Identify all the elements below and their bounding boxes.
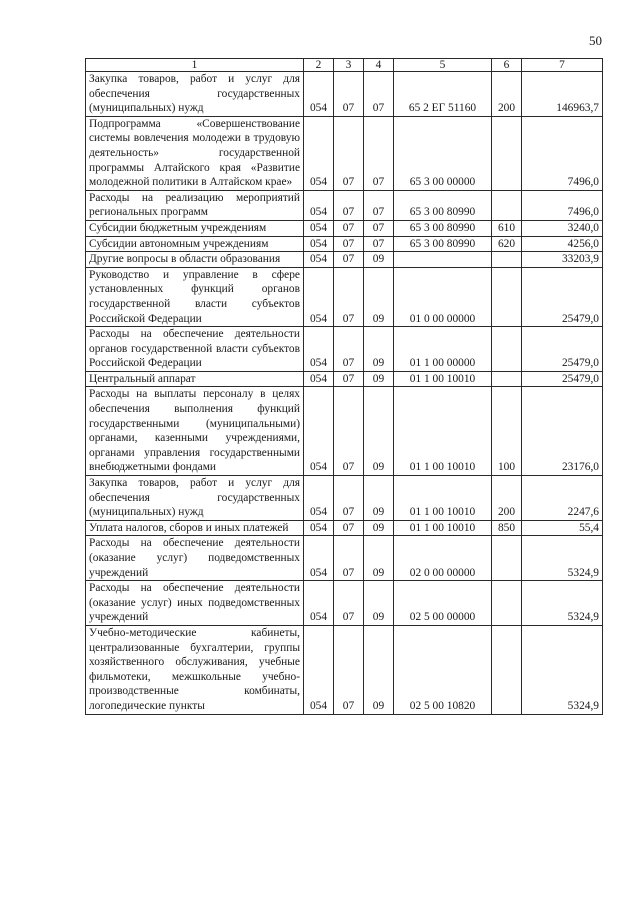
target-article-cell: 65 2 ЕГ 51160 [394,72,492,117]
amount-cell: 23176,0 [522,387,603,476]
table-row [86,252,603,268]
target-article-cell: 01 0 00 00000 [394,267,492,326]
target-article-cell: 65 3 00 80990 [394,220,492,236]
budget-table [85,58,603,715]
expense-type-cell: 610 [492,220,522,236]
row-name-cell: Расходы на обеспечение деятельности (оказание услуг) иных подведомственных учреждений [86,581,304,626]
section-code-cell: 07 [334,387,364,476]
ministry-code-cell: 054 [304,536,334,581]
expense-type-cell [492,267,522,326]
table-row [86,72,603,117]
amount-cell: 146963,7 [522,72,603,117]
ministry-code-cell: 054 [304,220,334,236]
section-code-cell: 07 [334,371,364,387]
target-article-cell: 65 3 00 00000 [394,116,492,190]
target-article-cell [394,252,492,268]
subsection-code-cell: 09 [364,536,394,581]
amount-cell: 55,4 [522,520,603,536]
target-article-cell: 01 1 00 00000 [394,327,492,372]
row-name-cell: Субсидии бюджетным учреждениям [86,220,304,236]
row-name-cell: Расходы на выплаты персоналу в целях обеспечения выполнения функций государственными (муниципальными) органами, казенными учреждениями, органами управления государственными внебюджетными фондами [86,387,304,476]
section-code-cell: 07 [334,625,364,714]
subsection-code-cell: 09 [364,520,394,536]
section-code-cell: 07 [334,536,364,581]
table-row [86,236,603,252]
section-code-cell: 07 [334,267,364,326]
expense-type-cell: 200 [492,476,522,521]
column-header: 4 [364,59,394,72]
table-row [86,116,603,190]
amount-cell: 25479,0 [522,371,603,387]
row-name-cell: Расходы на обеспечение деятельности органов государственной власти субъектов Российской Федерации [86,327,304,372]
table-row [86,387,603,476]
amount-cell: 3240,0 [522,220,603,236]
column-header: 5 [394,59,492,72]
page-number: 50 [589,33,602,48]
target-article-cell: 01 1 00 10010 [394,371,492,387]
row-name-cell: Подпрограмма «Совершенствование системы вовлечения молодежи в трудовую деятельность» государственной программы Алтайского края «Развитие молодежной политики в Алтайском крае» [86,116,304,190]
row-name-cell: Учебно-методические кабинеты, централизованные бухгалтерии, группы хозяйственного обслуживания, учебные фильмотеки, межшкольные учебно-производственные комбинаты, логопедические пункты [86,625,304,714]
amount-cell: 5324,9 [522,581,603,626]
subsection-code-cell: 09 [364,327,394,372]
row-name-cell: Расходы на обеспечение деятельности (оказание услуг) подведомственных учреждений [86,536,304,581]
ministry-code-cell: 054 [304,476,334,521]
section-code-cell: 07 [334,581,364,626]
target-article-cell: 01 1 00 10010 [394,476,492,521]
expense-type-cell: 850 [492,520,522,536]
table-row [86,536,603,581]
subsection-code-cell: 09 [364,625,394,714]
expense-type-cell: 620 [492,236,522,252]
expense-type-cell [492,581,522,626]
ministry-code-cell: 054 [304,72,334,117]
row-name-cell: Субсидии автономным учреждениям [86,236,304,252]
row-name-cell: Другие вопросы в области образования [86,252,304,268]
subsection-code-cell: 09 [364,267,394,326]
table-row [86,190,603,220]
section-code-cell: 07 [334,190,364,220]
target-article-cell: 02 5 00 10820 [394,625,492,714]
section-code-cell: 07 [334,327,364,372]
subsection-code-cell: 07 [364,236,394,252]
section-code-cell: 07 [334,236,364,252]
subsection-code-cell: 09 [364,581,394,626]
expense-type-cell [492,625,522,714]
column-header: 3 [334,59,364,72]
ministry-code-cell: 054 [304,520,334,536]
target-article-cell: 01 1 00 10010 [394,520,492,536]
expense-type-cell [492,536,522,581]
section-code-cell: 07 [334,116,364,190]
amount-cell: 5324,9 [522,625,603,714]
ministry-code-cell: 054 [304,252,334,268]
amount-cell: 33203,9 [522,252,603,268]
amount-cell: 7496,0 [522,116,603,190]
table-row [86,267,603,326]
table-row [86,581,603,626]
subsection-code-cell: 09 [364,252,394,268]
row-name-cell: Центральный аппарат [86,371,304,387]
section-code-cell: 07 [334,520,364,536]
target-article-cell: 65 3 00 80990 [394,236,492,252]
ministry-code-cell: 054 [304,581,334,626]
ministry-code-cell: 054 [304,116,334,190]
amount-cell: 4256,0 [522,236,603,252]
ministry-code-cell: 054 [304,327,334,372]
expense-type-cell [492,252,522,268]
expense-type-cell [492,327,522,372]
target-article-cell: 02 0 00 00000 [394,536,492,581]
row-name-cell: Руководство и управление в сфере установленных функций органов государственной власти субъектов Российской Федерации [86,267,304,326]
section-code-cell: 07 [334,220,364,236]
target-article-cell: 02 5 00 00000 [394,581,492,626]
subsection-code-cell: 07 [364,220,394,236]
column-header: 1 [86,59,304,72]
ministry-code-cell: 054 [304,625,334,714]
table-row [86,476,603,521]
expense-type-cell [492,116,522,190]
subsection-code-cell: 07 [364,190,394,220]
amount-cell: 25479,0 [522,327,603,372]
table-row [86,371,603,387]
amount-cell: 25479,0 [522,267,603,326]
table-row [86,327,603,372]
subsection-code-cell: 09 [364,371,394,387]
subsection-code-cell: 07 [364,116,394,190]
expense-type-cell: 100 [492,387,522,476]
column-header: 7 [522,59,603,72]
expense-type-cell [492,371,522,387]
ministry-code-cell: 054 [304,190,334,220]
row-name-cell: Закупка товаров, работ и услуг для обеспечения государственных (муниципальных) нужд [86,72,304,117]
section-code-cell: 07 [334,476,364,521]
target-article-cell: 65 3 00 80990 [394,190,492,220]
column-header: 6 [492,59,522,72]
subsection-code-cell: 09 [364,387,394,476]
row-name-cell: Уплата налогов, сборов и иных платежей [86,520,304,536]
subsection-code-cell: 09 [364,476,394,521]
amount-cell: 2247,6 [522,476,603,521]
subsection-code-cell: 07 [364,72,394,117]
section-code-cell: 07 [334,252,364,268]
ministry-code-cell: 054 [304,267,334,326]
row-name-cell: Закупка товаров, работ и услуг для обеспечения государственных (муниципальных) нужд [86,476,304,521]
expense-type-cell: 200 [492,72,522,117]
header-row [86,59,603,72]
expense-type-cell [492,190,522,220]
column-header: 2 [304,59,334,72]
target-article-cell: 01 1 00 10010 [394,387,492,476]
amount-cell: 7496,0 [522,190,603,220]
ministry-code-cell: 054 [304,236,334,252]
table-row [86,625,603,714]
table-row [86,520,603,536]
row-name-cell: Расходы на реализацию мероприятий региональных программ [86,190,304,220]
section-code-cell: 07 [334,72,364,117]
amount-cell: 5324,9 [522,536,603,581]
ministry-code-cell: 054 [304,371,334,387]
table-row [86,220,603,236]
ministry-code-cell: 054 [304,387,334,476]
